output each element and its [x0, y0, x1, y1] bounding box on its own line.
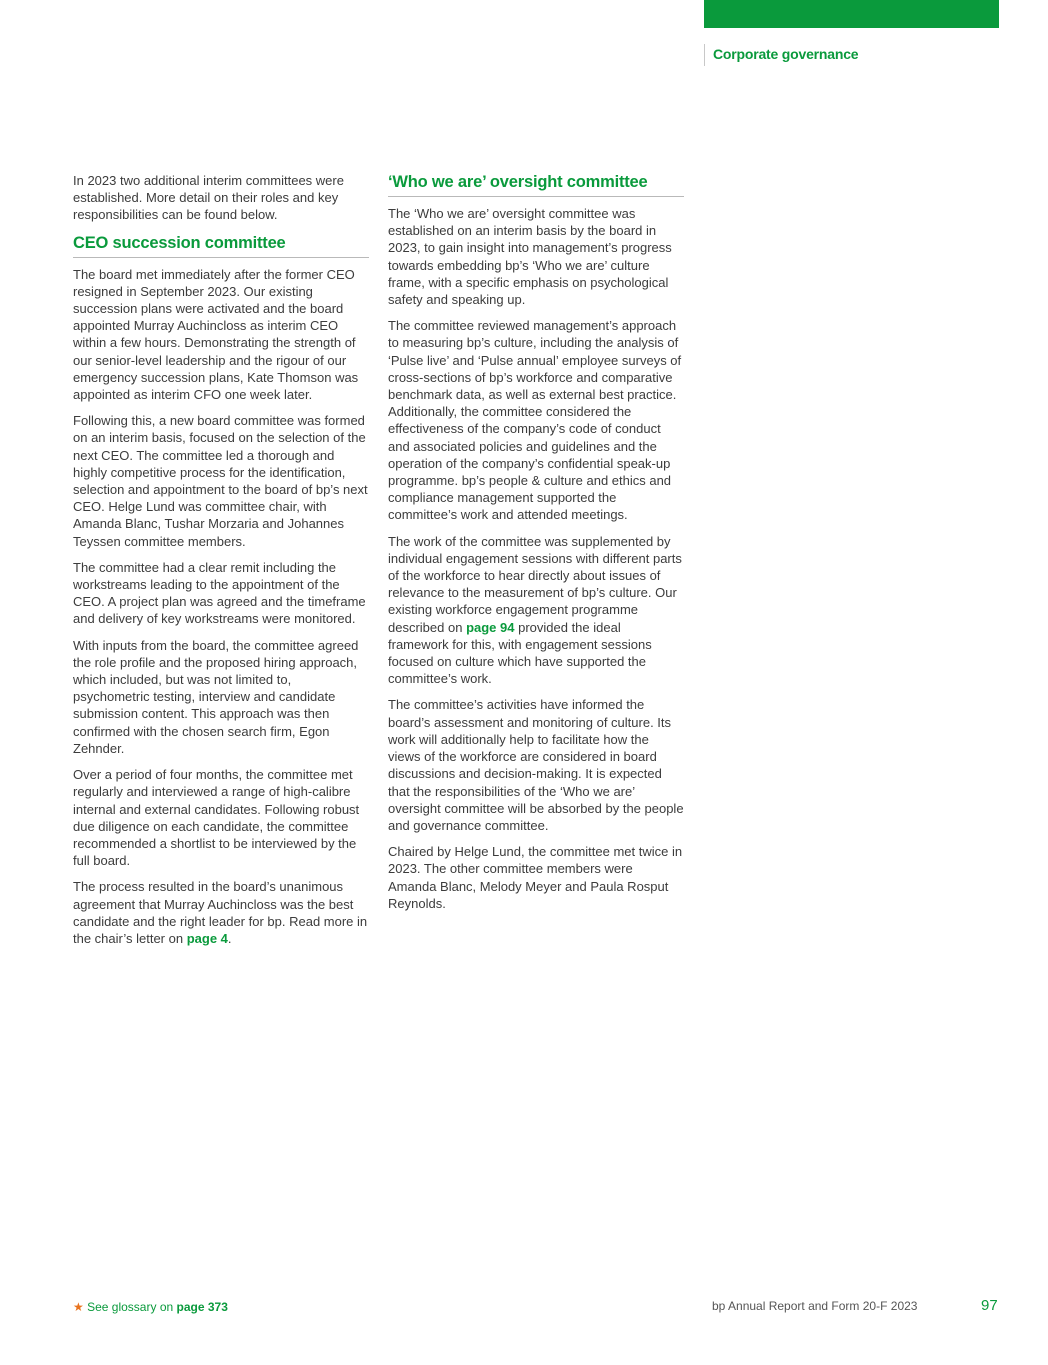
star-icon: ★	[73, 1300, 84, 1314]
ceo-paragraph-4: With inputs from the board, the committee agreed the role profile and the proposed hiring approach, which included, but was not limited to, psychometric testing, interview and candidate submission content. This approach was then confirmed with the chosen search firm, Egon Zehnder.	[73, 637, 359, 756]
ceo-succession-heading: CEO succession committee	[73, 233, 369, 258]
ceo-paragraph-6	[73, 878, 369, 947]
wwa-paragraph-4: The committee’s activities have informed the board’s assessment and monitoring of culture. Its work will additionally help to facilitate how the views of the workforce are considered in board discussions and decision-making. It is expected that the responsibilities of the ‘Who we are’ oversight committee will be absorbed by the people and governance committee.	[388, 697, 684, 833]
ceo-paragraph-3: The committee had a clear remit including the workstreams leading to the appointment of the CEO. A project plan was agreed and the timeframe and delivery of key workstreams were monitored.	[73, 559, 366, 627]
ceo-paragraph-1: The board met immediately after the former CEO resigned in September 2023. Our existing succession plans were activated and the board appointed Murray Auchincloss as interim CEO within a few hours. Demonstrating the strength of our senior-level leadership and the rigour of our emergency succession plans, Kate Thomson was appointed as interim CFO one week later.	[73, 266, 359, 403]
page-number: 97	[981, 1297, 998, 1314]
page-4-link[interactable]: page 4	[186, 930, 228, 946]
wwa-paragraph-3-text: The work of the committee was supplemented by individual engagement sessions with different parts of the workforce to hear directly about issues of relevance to the measurement of bp’s culture. Our existing workforce engagement programme described on	[388, 533, 682, 635]
left-column	[73, 172, 369, 956]
header-accent-bar	[704, 0, 999, 28]
report-title: bp Annual Report and Form 20-F 2023	[712, 1299, 918, 1313]
wwa-paragraph-5: Chaired by Helge Lund, the committee met twice in 2023. The other committee members were Amanda Blanc, Melody Meyer and Paula Rosput Reynolds.	[388, 844, 683, 911]
middle-column	[388, 172, 684, 921]
glossary-text: See glossary on	[87, 1300, 174, 1314]
ceo-paragraph-6-end: .	[227, 930, 232, 946]
glossary-page-link[interactable]: page 373	[176, 1300, 228, 1314]
section-label: Corporate governance	[713, 46, 859, 62]
section-divider	[704, 44, 705, 66]
ceo-paragraph-5: Over a period of four months, the committee met regularly and interviewed a range of high-calibre internal and external candidates. Following robust due diligence on each candidate, the committee recommended a shortlist to be interviewed by the full board.	[73, 767, 360, 869]
wwa-paragraph-3	[388, 533, 684, 688]
glossary-note	[73, 1300, 228, 1314]
wwa-paragraph-1: The ‘Who we are’ oversight committee was established on an interim basis by the board in 2023, to gain insight into management’s progress towards embedding bp’s ‘Who we are’ culture frame, with a specific emphasis on psychological safety and speaking up.	[388, 206, 672, 308]
page-94-link[interactable]: page 94	[466, 619, 515, 635]
wwa-paragraph-3-end: provided the ideal framework for this, with engagement sessions focused on culture which have supported the committee’s work.	[388, 619, 652, 687]
intro-paragraph: In 2023 two additional interim committees were established. More detail on their roles and key responsibilities can be found below.	[73, 173, 344, 223]
who-we-are-heading: ‘Who we are’ oversight committee	[388, 172, 684, 197]
wwa-paragraph-2: The committee reviewed management’s approach to measuring bp’s culture, including the analysis of ‘Pulse live’ and ‘Pulse annual’ employee surveys of cross-sections of bp’s workforce and comparative benchmark data, as well as external best practice. Additionally, the committee considered the effectiveness of the company’s code of conduct and associated policies and guidelines and the operation of the company’s confidential speak-up programme. bp’s people & culture and ethics and compliance management supported the committee’s work and attended meetings.	[388, 318, 682, 523]
ceo-paragraph-2: Following this, a new board committee was formed on an interim basis, focused on the selection of the next CEO. The committee led a thorough and highly competitive process for the identification, selection and appointment to the board of bp’s next CEO. Helge Lund was committee chair, with Amanda Blanc, Tushar Morzaria and Johannes Teyssen committee members.	[73, 413, 368, 549]
ceo-paragraph-6-text: The process resulted in the board’s unanimous agreement that Murray Auchincloss was the best candidate and the right leader for bp. Read more in the chair’s letter on	[73, 879, 368, 946]
